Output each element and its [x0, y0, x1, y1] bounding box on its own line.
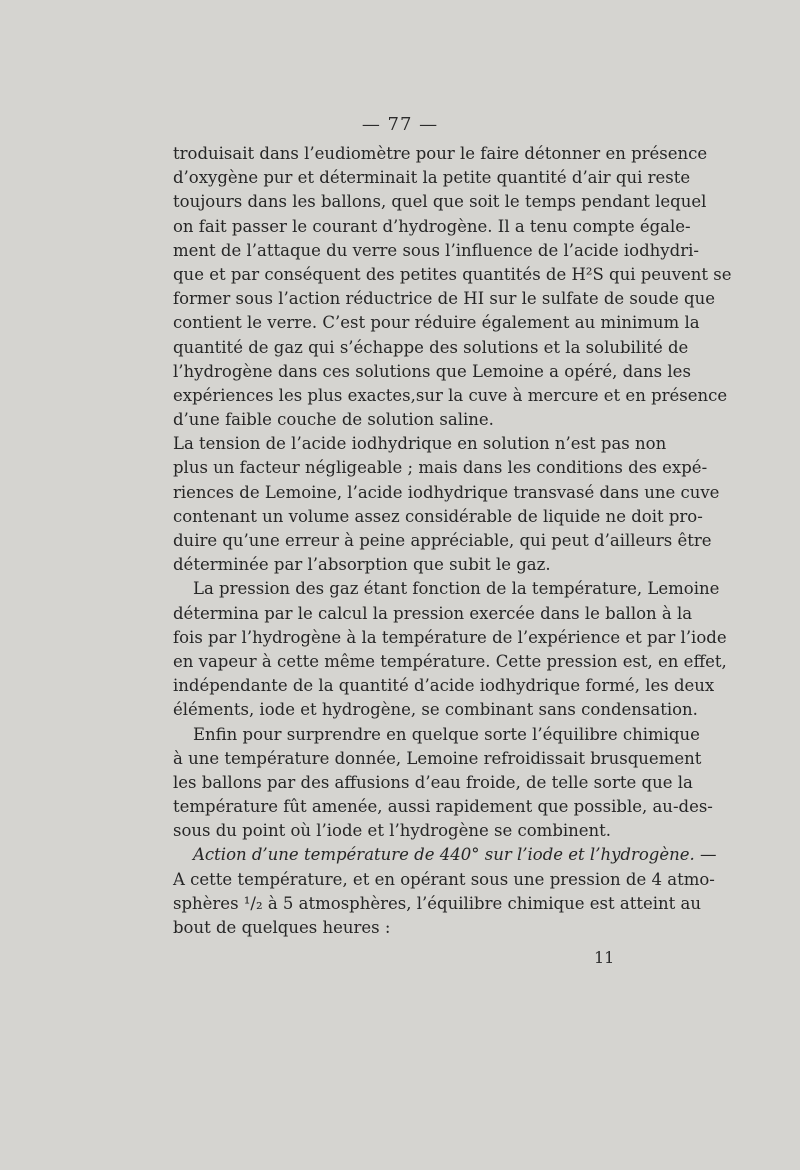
text-line: expériences les plus exactes,sur la cuve à mercure et en présence — [173, 385, 728, 405]
text-line: bout de quelques heures : — [173, 918, 391, 937]
text-line: à une température donnée, Lemoine refroidissait brusquement — [173, 748, 702, 768]
text-line: que et par conséquent des petites quantités de H²S qui peuvent se — [173, 264, 732, 284]
text-line: duire qu’une erreur à peine appréciable, qui peut d’ailleurs être — [173, 531, 712, 550]
text-line: contenant un volume assez considérable de liquide ne doit pro- — [173, 506, 703, 526]
text-line: les ballons par des affusions d’eau froide, de telle sorte que la — [173, 772, 693, 792]
text-line: La tension de l’acide iodhydrique en solution n’est pas non — [173, 434, 667, 454]
text-line: toujours dans les ballons, quel que soit le temps pendant lequel — [173, 192, 707, 212]
text-line: température fût amenée, aussi rapidement que possible, au-des- — [173, 797, 713, 817]
signature-mark: 11 — [594, 948, 615, 967]
section — [173, 843, 717, 940]
paragraphs — [173, 142, 732, 843]
text-line: ment de l’attaque du verre sous l’influence de l’acide iodhydri- — [173, 240, 699, 260]
body-text — [173, 142, 732, 940]
text-line: d’oxygène pur et déterminait la petite quantité d’air qui reste — [173, 168, 691, 188]
text-line: indépendante de la quantité d’acide iodhydrique formé, les deux — [173, 676, 715, 696]
text-line: déterminée par l’absorption que subit le gaz. — [173, 555, 551, 575]
text-line: fois par l’hydrogène à la température de l’expérience et par l’iode — [173, 627, 727, 647]
text-line: riences de Lemoine, l’acide iodhydrique transvasé dans une cuve — [173, 482, 720, 502]
text-line: éléments, iode et hydrogène, se combinant sans condensation. — [173, 700, 698, 720]
text-line: sous du point où l’iode et l’hydrogène se combinent. — [173, 821, 612, 841]
section-heading: Action d’une température de 440° sur l’iode et l’hydrogène. — — [193, 845, 717, 865]
text-line: Enfin pour surprendre en quelque sorte l’équilibre chimique — [193, 724, 700, 744]
text-line: La pression des gaz étant fonction de la température, Lemoine — [193, 579, 720, 599]
text-line: plus un facteur négligeable ; mais dans les conditions des expé- — [173, 458, 708, 478]
text-line: en vapeur à cette même température. Cette pression est, en effet, — [173, 651, 727, 671]
text-line: quantité de gaz qui s’échappe des solutions et la solubilité de — [173, 337, 689, 357]
text-line: troduisait dans l’eudiomètre pour le faire détonner en présence — [173, 144, 708, 163]
text-line: on fait passer le courant d’hydrogène. Il a tenu compte égale- — [173, 216, 691, 236]
text-line: d’une faible couche de solution saline. — [173, 410, 494, 430]
text-line: détermina par le calcul la pression exercée dans le ballon à la — [173, 603, 693, 623]
text-line: l’hydrogène dans ces solutions que Lemoine a opéré, dans les — [173, 361, 691, 381]
text-line: contient le verre. C’est pour réduire également au minimum la — [173, 313, 700, 333]
text-line: former sous l’action réductrice de HI sur le sulfate de soude que — [173, 289, 715, 309]
page-number: — 77 — — [361, 114, 439, 135]
text-line: sphères ¹/₂ à 5 atmosphères, l’équilibre chimique est atteint au — [173, 893, 701, 913]
text-line: A cette température, et en opérant sous une pression de 4 atmo- — [173, 869, 715, 889]
